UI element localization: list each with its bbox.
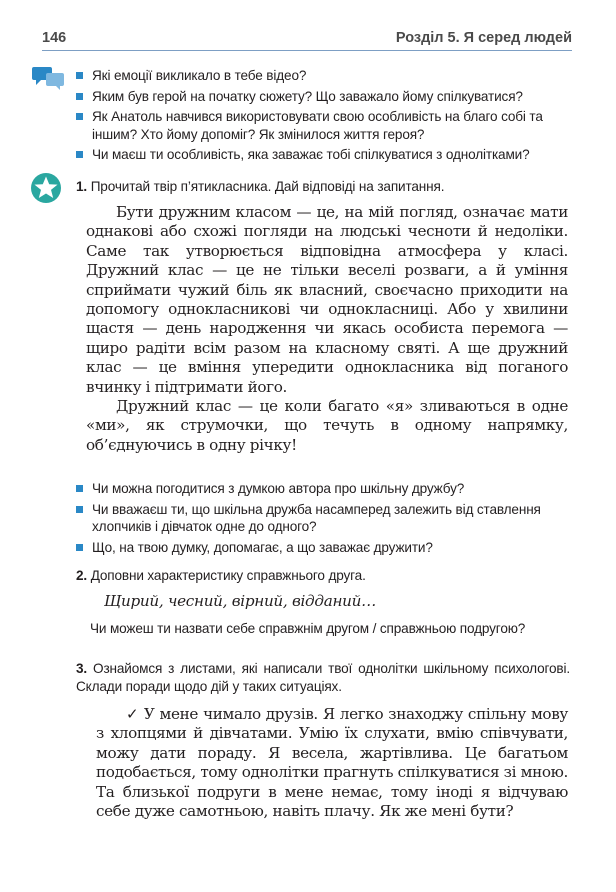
essay-paragraph: Бути дружним класом — це, на мій погляд, означає мати однакові або схожі погляди на людські чесноти й недоліки. Саме так утворюється відповідна атмосфера у класі. Дружний клас — це не тільки веселі розваги, а й уміння сприймати чужий біль як власний, своєчасно приходити на допомогу однокласникові чи однокласниці. Або у хвилини щастя — день народження чи якась особиста перемога — щиро радіти всім разом на класному святі. А ще дружний клас — це вміння упередити однокласника від поганого вчинку і підтримати його. [86, 203, 568, 396]
task-1-instruction: 1. Прочитай твір п’ятикласника. Дай відповіді на запитання. [76, 179, 445, 194]
task-2-question: Чи можеш ти назвати себе справжнім другом / справжньою подругою? [90, 621, 526, 636]
task-1-questions-list [76, 480, 576, 556]
essay-paragraph: Дружний клас — це коли багато «я» зливаються в одне «ми», як струмочки, що течуть в одному напрямку, об’єднуючись в одну річку! [86, 397, 568, 454]
page-number: 146 [42, 30, 67, 46]
task-2-instruction: 2. Доповни характеристику справжнього друга. [76, 568, 366, 583]
task-3-instruction: 3. Ознайомся з листами, які написали твої однолітки шкільному психологові. Склади поради щодо дій у таких ситуаціях. [76, 661, 570, 694]
discussion-icon [32, 64, 66, 92]
star-icon [30, 172, 62, 204]
check-mark-icon: ✓ [126, 705, 139, 723]
list-item: Чи маєш ти особливість, яка заважає тобі спілкуватися з однолітками? [76, 146, 576, 164]
letter-text [96, 705, 568, 821]
video-questions-list [76, 67, 576, 164]
essay-text [86, 203, 568, 455]
list-item: Чи вважаєш ти, що шкільна дружба насамперед залежить від ставлення хлопчиків і дівчаток одне до одного? [76, 501, 576, 536]
section-title: Розділ 5. Я серед людей [395, 30, 572, 46]
list-item: Чи можна погодитися з думкою автора про шкільну дружбу? [76, 480, 576, 498]
list-item: Що, на твою думку, допомагає, а що заважає дружити? [76, 539, 576, 557]
list-item: Яким був герой на початку сюжету? Що заважало йому спілкуватися? [76, 88, 576, 106]
list-item: Як Анатоль навчився використовувати свою особливість на благо собі та іншим? Хто йому допоміг? Як змінилося життя героя? [76, 108, 576, 143]
list-item: Які емоції викликало в тебе відео? [76, 67, 576, 85]
letter-body: У мене чимало друзів. Я легко знаходжу спільну мову з хлопцями й дівчатами. Умію їх слухати, вмію співчувати, можу дати пораду. Я весела, жартівлива. Це багатьом подобається, тому однолітки прагнуть спілкуватися зі мною. Та близької подруги в мене немає, тому іноді я відчуваю себе дуже самотньою, навіть плачу. Як же мені бути? [96, 705, 568, 821]
header-divider [42, 50, 572, 51]
friend-traits: Щирий, чесний, вірний, відданий… [104, 592, 377, 610]
